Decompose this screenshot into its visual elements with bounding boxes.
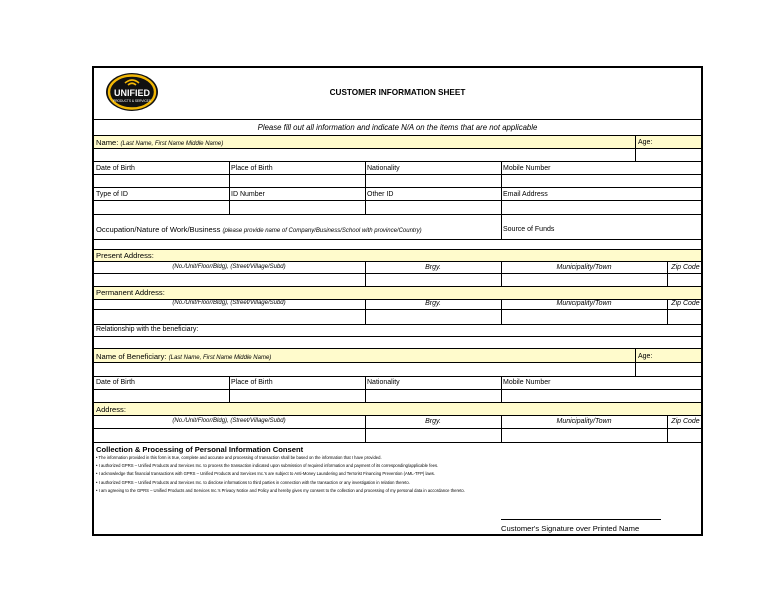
occupation-field[interactable] bbox=[94, 240, 703, 249]
name-label: Name: (Last Name, First Name Middle Name) bbox=[96, 138, 224, 147]
ben-brgy-label: Brgy. bbox=[425, 418, 441, 425]
ben-nationality-field[interactable] bbox=[366, 390, 500, 402]
age-label: Age: bbox=[638, 139, 653, 146]
dob-label: Date of Birth bbox=[96, 165, 135, 172]
page-title: CUSTOMER INFORMATION SHEET bbox=[329, 88, 466, 97]
beneficiary-label: Name of Beneficiary: (Last Name, First Name Middle Name) bbox=[96, 352, 272, 361]
other-id-label: Other ID bbox=[367, 191, 394, 198]
present-municipality-field[interactable] bbox=[502, 274, 666, 286]
ben-nationality-label: Nationality bbox=[367, 379, 400, 386]
customer-information-sheet bbox=[92, 66, 703, 536]
logo-tagline: PRODUCTS & SERVICES bbox=[113, 99, 151, 103]
ben-municipality-field[interactable] bbox=[502, 429, 666, 441]
ben-brgy-field[interactable] bbox=[366, 429, 500, 441]
present-zip-field[interactable] bbox=[668, 274, 703, 286]
permanent-street-field[interactable] bbox=[94, 310, 364, 323]
pob-field[interactable] bbox=[230, 175, 364, 187]
email-field[interactable] bbox=[502, 201, 702, 213]
ben-mobile-label: Mobile Number bbox=[503, 379, 551, 386]
beneficiary-name-field[interactable] bbox=[94, 363, 634, 375]
consent-text bbox=[96, 454, 465, 495]
consent-line: • I authorized GPRS – Unified Products and Services Inc. to process the transaction indicated upon submission of required information and payment of its corresponding/applicable fees. bbox=[96, 463, 439, 469]
nationality-label: Nationality bbox=[367, 165, 400, 172]
ben-street-field[interactable] bbox=[94, 429, 364, 441]
relationship-label: Relationship with the beneficiary: bbox=[96, 326, 199, 333]
consent-line: • I am agreeing to the GPRS – Unified Products and Services Inc.'s Privacy Notice and Policy and hereby gives my consent to the collection and processing of my personal data in accordance thereto. bbox=[96, 487, 465, 493]
ben-zip-label: Zip Code bbox=[671, 418, 700, 425]
mobile-label: Mobile Number bbox=[503, 165, 551, 172]
consent-line: • I authorized GPRS – Unified Products and Services Inc. to disclose informations to third parties in connection with the transaction or any investigation in relation thereto. bbox=[96, 479, 410, 485]
beneficiary-age-label: Age: bbox=[638, 353, 653, 360]
beneficiary-age-field[interactable] bbox=[636, 363, 703, 375]
permanent-municipality-field[interactable] bbox=[502, 310, 666, 323]
present-brgy-label: Brgy. bbox=[425, 264, 441, 271]
occupation-label: Occupation/Nature of Work/Business (please provide name of Company/Business/School with province/Country) bbox=[96, 225, 422, 234]
age-field[interactable] bbox=[636, 149, 703, 161]
ben-mobile-field[interactable] bbox=[502, 390, 702, 402]
permanent-address-label: Permanent Address: bbox=[96, 288, 165, 297]
mobile-field[interactable] bbox=[502, 175, 702, 187]
name-field[interactable] bbox=[94, 149, 634, 161]
signature-line[interactable] bbox=[501, 519, 661, 520]
present-zip-label: Zip Code bbox=[671, 264, 700, 271]
nationality-field[interactable] bbox=[366, 175, 500, 187]
permanent-zip-field[interactable] bbox=[668, 310, 703, 323]
permanent-brgy-field[interactable] bbox=[366, 310, 500, 323]
permanent-municipality-label: Municipality/Town bbox=[556, 300, 612, 307]
present-municipality-label: Municipality/Town bbox=[556, 264, 612, 271]
consent-line: • I acknowledge that financial transactions with GPRS – Unified Products and Services Inc.'s are subject to Anti-Money Laundering and Terrorist Financing Prevention (AML-TFP) laws. bbox=[96, 471, 435, 477]
email-label: Email Address bbox=[503, 191, 548, 198]
consent-title: Collection & Processing of Personal Information Consent bbox=[96, 445, 304, 454]
type-of-id-label: Type of ID bbox=[96, 191, 128, 198]
present-address-label: Present Address: bbox=[96, 251, 154, 260]
ben-dob-label: Date of Birth bbox=[96, 379, 135, 386]
permanent-brgy-label: Brgy. bbox=[425, 300, 441, 307]
pob-label: Place of Birth bbox=[231, 165, 273, 172]
present-street-label: (No./Unit/Floor/Bldg), (Street/Village/Subd) bbox=[172, 264, 286, 270]
present-brgy-field[interactable] bbox=[366, 274, 500, 286]
present-street-field[interactable] bbox=[94, 274, 364, 286]
id-number-label: ID Number bbox=[231, 191, 265, 198]
ben-pob-field[interactable] bbox=[230, 390, 364, 402]
id-number-field[interactable] bbox=[230, 201, 364, 213]
permanent-street-label: (No./Unit/Floor/Bldg), (Street/Village/Subd) bbox=[172, 300, 286, 306]
other-id-field[interactable] bbox=[366, 201, 500, 213]
ben-dob-field[interactable] bbox=[94, 390, 228, 402]
signature-label: Customer's Signature over Printed Name bbox=[501, 524, 640, 533]
ben-address-label: Address: bbox=[96, 405, 126, 414]
logo-brand: UNIFIED bbox=[114, 88, 150, 98]
relationship-field[interactable] bbox=[94, 337, 703, 347]
instructions: Please fill out all information and indicate N/A on the items that are not applicable bbox=[257, 123, 538, 132]
dob-field[interactable] bbox=[94, 175, 228, 187]
ben-pob-label: Place of Birth bbox=[231, 379, 273, 386]
ben-street-label: (No./Unit/Floor/Bldg), (Street/Village/Subd) bbox=[172, 418, 286, 424]
ben-municipality-label: Municipality/Town bbox=[556, 418, 612, 425]
consent-line: • The information provided in this form is true, complete and accurate and processing of transaction shall be based on the information that I have provided. bbox=[96, 455, 382, 460]
source-of-funds-label: Source of Funds bbox=[503, 226, 555, 233]
permanent-zip-label: Zip Code bbox=[671, 300, 700, 307]
type-of-id-field[interactable] bbox=[94, 201, 228, 213]
ben-zip-field[interactable] bbox=[668, 429, 703, 441]
